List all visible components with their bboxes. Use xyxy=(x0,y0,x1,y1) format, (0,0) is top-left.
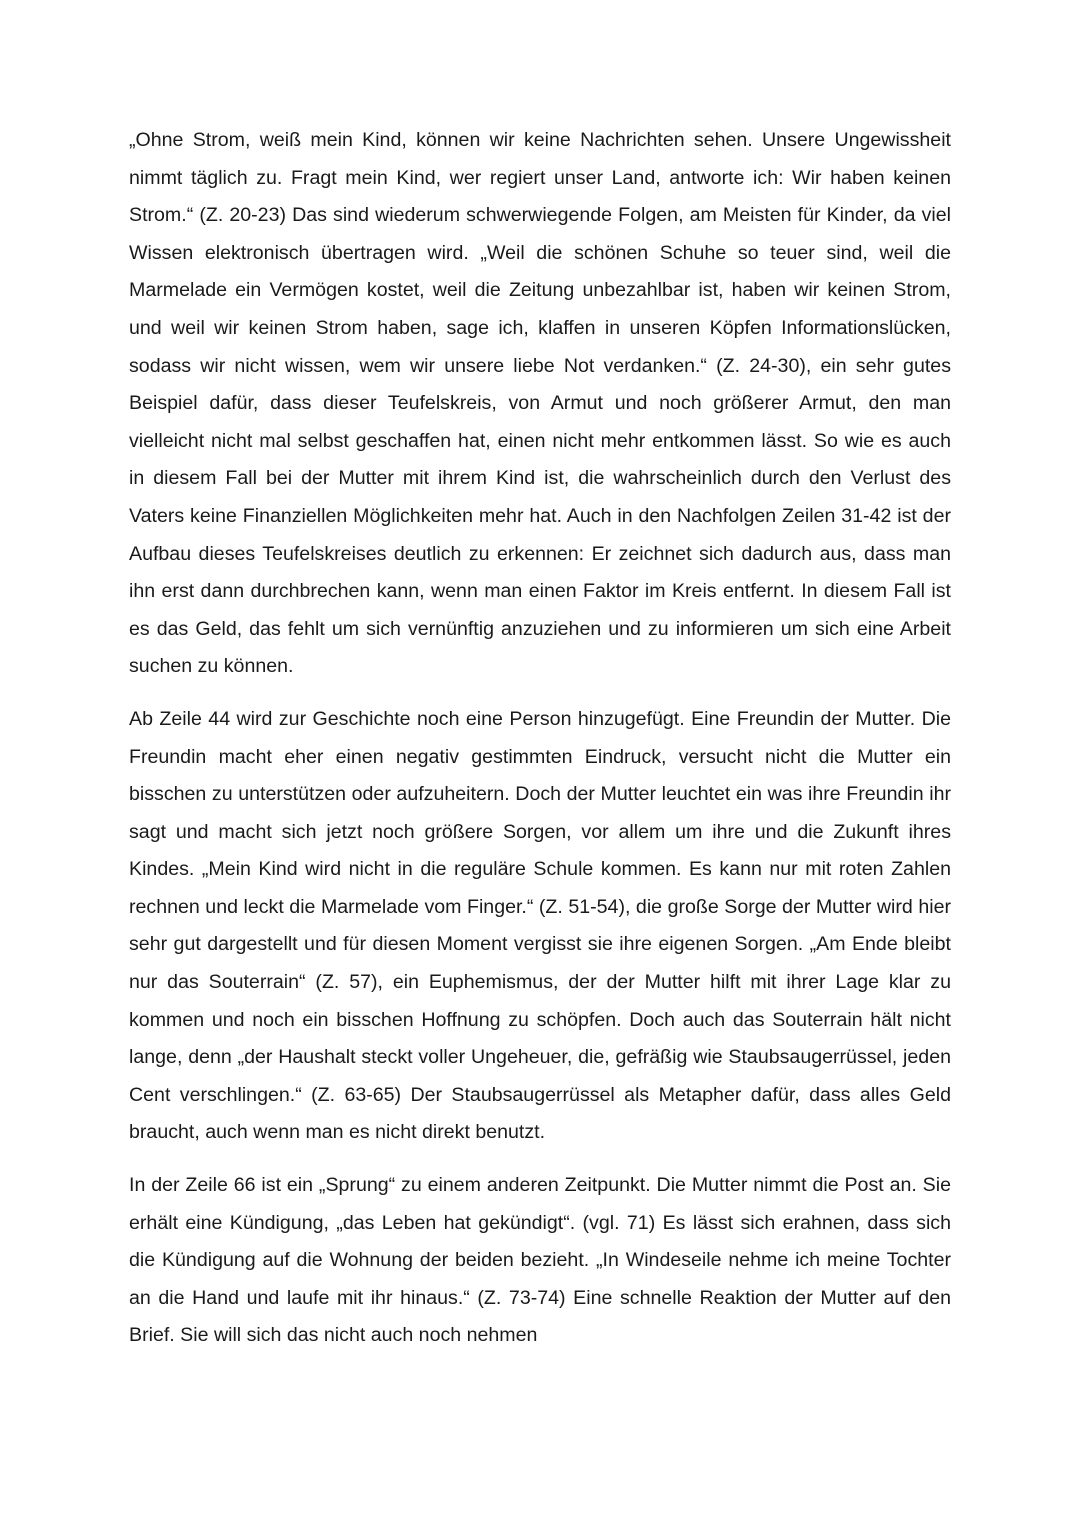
paragraph-3: In der Zeile 66 ist ein „Sprung“ zu einem anderen Zeitpunkt. Die Mutter nimmt die Post an. Sie erhält eine Kündigung, „das Leben hat gekündigt“. (vgl. 71) Es lässt sich erahnen, dass sich die Kündigung auf die Wohnung der beiden bezieht. „In Windeseile nehme ich meine Tochter an die Hand und laufe mit ihr hinaus.“ (Z. 73-74) Eine schnelle Reaktion der Mutter auf den Brief. Sie will sich das nicht auch noch nehmen xyxy=(129,1174,951,1347)
paragraph-2: Ab Zeile 44 wird zur Geschichte noch eine Person hinzugefügt. Eine Freundin der Mutter. Die Freundin macht eher einen negativ gestimmten Eindruck, versucht nicht die Mutter ein bisschen zu unterstützen oder aufzuheitern. Doch der Mutter leuchtet ein was ihre Freundin ihr sagt und macht sich jetzt noch größere Sorgen, vor allem um ihre und die Zukunft ihres Kindes. „Mein Kind wird nicht in die reguläre Schule kommen. Es kann nur mit roten Zahlen rechnen und leckt die Marmelade vom Finger.“ (Z. 51-54), die große Sorge der Mutter wird hier sehr gut dargestellt und für diesen Moment vergisst sie ihre eigenen Sorgen. „Am Ende bleibt nur das Souterrain“ (Z. 57), ein Euphemismus, der der Mutter hilft mit ihrer Lage klar zu kommen und noch ein bisschen Hoffnung zu schöpfen. Doch auch das Souterrain hält nicht lange, denn „der Haushalt steckt voller Ungeheuer, die, gefräßig wie Staubsaugerrüssel, jeden Cent verschlingen.“ (Z. 63-65) Der Staubsaugerrüssel als Metapher dafür, dass alles Geld braucht, auch wenn man es nicht direkt benutzt. xyxy=(129,707,951,1144)
paragraph-1: „Ohne Strom, weiß mein Kind, können wir keine Nachrichten sehen. Unsere Ungewissheit nimmt täglich zu. Fragt mein Kind, wer regiert unser Land, antworte ich: Wir haben keinen Strom.“ (Z. 20-23) Das sind wiederum schwerwiegende Folgen, am Meisten für Kinder, da viel Wissen elektronisch übertragen wird. „Weil die schönen Schuhe so teuer sind, weil die Marmelade ein Vermögen kostet, weil die Zeitung unbezahlbar ist, haben wir keinen Strom, und weil wir keinen Strom haben, sage ich, klaffen in unseren Köpfen Informationslücken, sodass wir nicht wissen, wem wir unsere liebe Not verdanken.“ (Z. 24-30), ein sehr gutes Beispiel dafür, dass dieser Teufelskreis, von Armut und noch größerer Armut, den man vielleicht nicht mal selbst geschaffen hat, einen nicht mehr entkommen lässt. So wie es auch in diesem Fall bei der Mutter mit ihrem Kind ist, die wahrscheinlich durch den Verlust des Vaters keine Finanziellen Möglichkeiten mehr hat. Auch in den Nachfolgen Zeilen 31-42 ist der Aufbau dieses Teufelskreises deutlich zu erkennen: Er zeichnet sich dadurch aus, dass man ihn erst dann durchbrechen kann, wenn man einen Faktor im Kreis entfernt. In diesem Fall ist es das Geld, das fehlt um sich vernünftig anzuziehen und zu informieren um sich eine Arbeit suchen zu können. xyxy=(129,129,951,678)
document-page xyxy=(129,122,951,1370)
